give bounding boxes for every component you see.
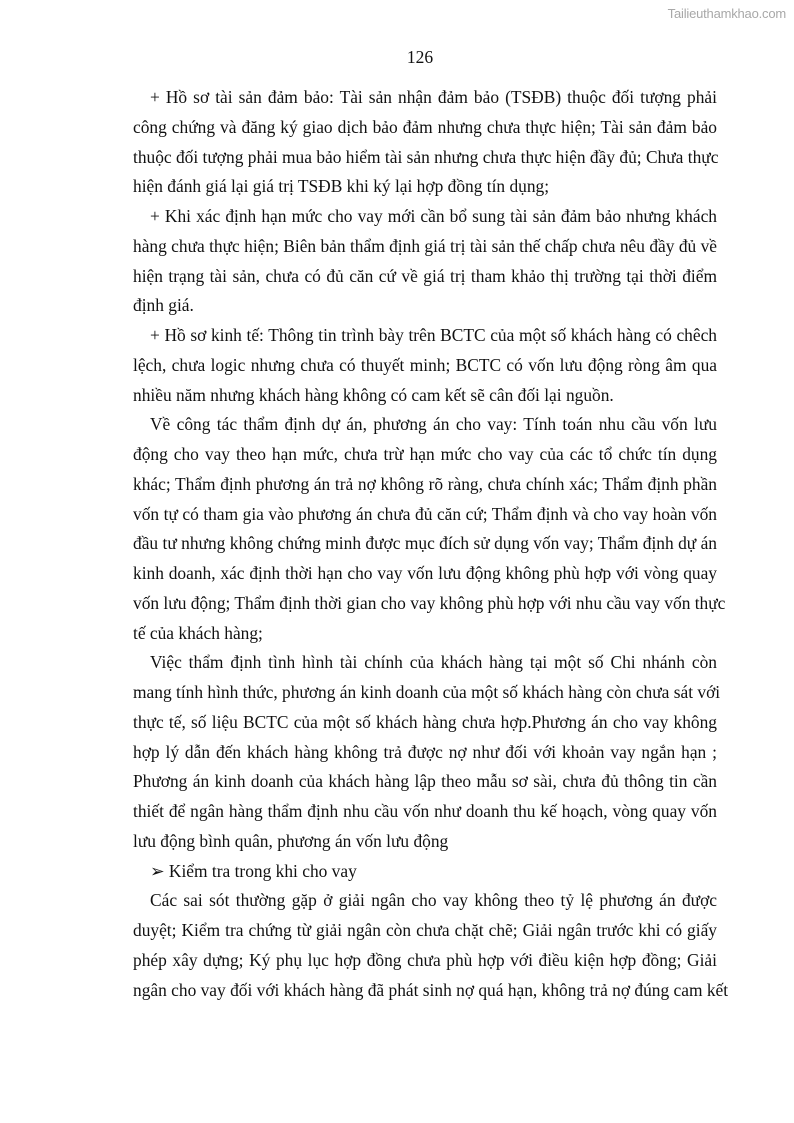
paragraph — [133, 648, 721, 856]
paragraph — [133, 202, 717, 321]
watermark: Tailieuthamkhao.com — [667, 6, 786, 21]
text-line: duyệt; Kiểm tra chứng từ giải ngân còn chưa chặt chẽ; Giải ngân trước khi có giấy — [133, 920, 717, 940]
text-line: công chứng và đăng ký giao dịch bảo đảm nhưng chưa thực hiện; Tài sản đảm bảo — [133, 116, 717, 137]
text-line: vốn lưu động; Thẩm định thời gian cho vay không phù hợp với nhu cầu vay vốn thực — [133, 592, 726, 613]
text-line: Các sai sót thường gặp ở giải ngân cho vay không theo tỷ lệ phương án được — [150, 890, 717, 911]
text-line: ➢ Kiểm tra trong khi cho vay — [150, 860, 357, 881]
text-line: khác; Thẩm định phương án trả nợ không rõ ràng, chưa chính xác; Thẩm định phần — [133, 473, 717, 494]
text-line: đầu tư nhưng không chứng minh được mục đích sử dụng vốn vay; Thẩm định dự án — [133, 533, 717, 554]
text-line: hiện đánh giá lại giá trị TSĐB khi ký lại hợp đồng tín dụng; — [133, 176, 550, 197]
paragraph — [133, 321, 717, 410]
text-line: hiện trạng tài sản, chưa có đủ căn cứ về giá trị tham khảo thị trường tại thời điểm — [133, 265, 717, 286]
text-line: định giá. — [133, 295, 194, 316]
paragraph — [133, 857, 717, 887]
text-line: ngân cho vay đối với khách hàng đã phát sinh nợ quá hạn, không trả nợ đúng cam kết — [133, 979, 729, 1000]
text-line: thực tế, số liệu BCTC của một số khách hàng chưa hợp.Phương án cho vay không — [133, 711, 717, 732]
paragraph — [133, 886, 729, 1005]
text-line: động cho vay theo hạn mức, chưa trừ hạn mức cho vay của các tổ chức tín dụng — [133, 444, 717, 464]
text-line: mang tính hình thức, phương án kinh doanh của một số khách hàng còn chưa sát với — [133, 682, 721, 702]
text-line: kinh doanh, xác định thời hạn cho vay vốn lưu động không phù hợp với vòng quay — [133, 563, 717, 583]
text-line: tế của khách hàng; — [133, 622, 263, 643]
text-line: phép xây dựng; Ký phụ lục hợp đồng chưa phù hợp với điều kiện hợp đồng; Giải — [133, 949, 717, 970]
text-line: Phương án kinh doanh của khách hàng lập theo mẫu sơ sài, chưa đủ thông tin cần — [133, 771, 717, 792]
text-line: Việc thẩm định tình hình tài chính của khách hàng tại một số Chi nhánh còn — [150, 652, 717, 673]
page-number: 126 — [406, 47, 434, 67]
text-line: + Hồ sơ tài sản đảm bảo: Tài sản nhận đảm bảo (TSĐB) thuộc đối tượng phải — [150, 87, 717, 107]
text-line: nhiều năm nhưng khách hàng không có cam kết sẽ cân đối lại nguồn. — [133, 384, 614, 405]
text-line: thuộc đối tượng phải mua bảo hiểm tài sản nhưng chưa thực hiện đầy đủ; Chưa thực — [133, 146, 719, 167]
text-line: hợp lý dẫn đến khách hàng không trả được nợ như đối với khoản vay ngắn hạn ; — [133, 741, 717, 762]
text-line: + Khi xác định hạn mức cho vay mới cần bổ sung tài sản đảm bảo nhưng khách — [150, 206, 717, 226]
text-line: lệch, chưa logic nhưng chưa có thuyết minh; BCTC có vốn lưu động ròng âm qua — [133, 354, 717, 375]
text-line: vốn tự có tham gia vào phương án chưa đủ căn cứ; Thẩm định và cho vay hoàn vốn — [133, 503, 717, 524]
paragraph — [133, 410, 726, 648]
paragraph — [133, 83, 717, 202]
text-line: + Hồ sơ kinh tế: Thông tin trình bày trên BCTC của một số khách hàng có chêch — [150, 325, 717, 345]
text-line: Về công tác thẩm định dự án, phương án cho vay: Tính toán nhu cầu vốn lưu — [150, 414, 717, 435]
document-body — [133, 83, 729, 1005]
text-line: hàng chưa thực hiện; Biên bản thẩm định giá trị tài sản thế chấp chưa nêu đầy đủ về — [133, 235, 717, 256]
text-line: thiết để ngân hàng thẩm định nhu cầu vốn như doanh thu kế hoạch, vòng quay vốn — [133, 801, 717, 821]
text-line: lưu động bình quân, phương án vốn lưu động — [133, 830, 449, 851]
